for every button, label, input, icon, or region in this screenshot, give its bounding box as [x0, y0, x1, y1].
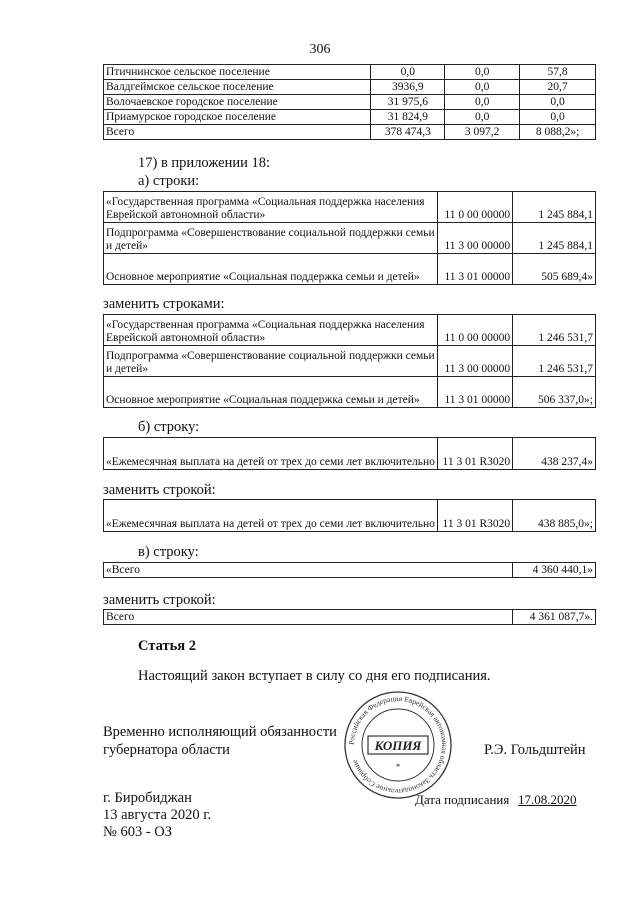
- row-amount: 506 337,0»;: [513, 377, 596, 408]
- row-name: «Ежемесячная выплата на детей от трех до семи лет включительно: [104, 500, 438, 532]
- row-name: «Государственная программа «Социальная поддержка населения Еврейской автономной области»: [104, 315, 438, 346]
- value-cell: 0,0: [371, 65, 445, 80]
- replace-row-label-c: заменить строкой:: [103, 592, 216, 608]
- table-row: [104, 95, 596, 110]
- official-seal-stamp: [343, 690, 453, 800]
- row-amount: 438 885,0»;: [513, 500, 596, 532]
- table-row: [104, 315, 596, 346]
- row-amount: 4 360 440,1»: [513, 563, 596, 578]
- signing-date-label: Дата подписания: [415, 792, 510, 807]
- city: г. Биробиджан: [103, 790, 192, 806]
- row-amount: 4 361 087,7».: [513, 610, 596, 625]
- article-title: Статья 2: [138, 638, 196, 654]
- value-cell: 8 088,2»;: [520, 125, 596, 140]
- settlement-name: Валдгеймское сельское поселение: [104, 80, 371, 95]
- table-b-replacement: [103, 499, 596, 532]
- table-row: [104, 500, 596, 532]
- table-row: [104, 438, 596, 470]
- item-17-heading: 17) в приложении 18:: [138, 155, 271, 171]
- row-amount: 1 246 531,7: [513, 315, 596, 346]
- table-row: [104, 80, 596, 95]
- row-name: «Всего: [104, 563, 513, 578]
- row-name: «Ежемесячная выплата на детей от трех до семи лет включительно: [104, 438, 438, 470]
- value-cell: 3 097,2: [445, 125, 520, 140]
- table-a-original: [103, 191, 596, 285]
- subitem-a-label: а) строки:: [138, 173, 200, 189]
- law-date: 13 августа 2020 г.: [103, 807, 212, 823]
- table-row: [104, 254, 596, 285]
- row-amount: 438 237,4»: [513, 438, 596, 470]
- row-code: 11 0 00 00000: [438, 192, 513, 223]
- row-name: Подпрограмма «Совершенствование социальной поддержки семьи и детей»: [104, 223, 438, 254]
- signer-name: Р.Э. Гольдштейн: [484, 742, 586, 758]
- table-row: [104, 192, 596, 223]
- table-a-replacement: [103, 314, 596, 408]
- subitem-c-label: в) строку:: [138, 544, 199, 560]
- table-c-original: [103, 562, 596, 578]
- row-name: Основное мероприятие «Социальная поддержка семьи и детей»: [104, 377, 438, 408]
- signer-title-line2: губернатора области: [103, 742, 230, 758]
- row-code: 11 3 00 00000: [438, 346, 513, 377]
- value-cell: 0,0: [520, 95, 596, 110]
- value-cell: 378 474,3: [371, 125, 445, 140]
- table-row: [104, 125, 596, 140]
- row-name: «Государственная программа «Социальная поддержка населения Еврейской автономной области»: [104, 192, 438, 223]
- value-cell: 31 975,6: [371, 95, 445, 110]
- stamp-ring-text: Российская Федерация Еврейская автономная область Законодательное Собрание: [346, 693, 450, 797]
- row-name: Подпрограмма «Совершенствование социальной поддержки семьи и детей»: [104, 346, 438, 377]
- table-c-replacement: [103, 609, 596, 625]
- table-row: [104, 65, 596, 80]
- stamp-center-text: КОПИЯ: [374, 738, 422, 753]
- row-code: 11 3 00 00000: [438, 223, 513, 254]
- settlement-name: Всего: [104, 125, 371, 140]
- value-cell: 31 824,9: [371, 110, 445, 125]
- replace-rows-label: заменить строками:: [103, 296, 225, 312]
- row-amount: 1 246 531,7: [513, 346, 596, 377]
- row-amount: 505 689,4»: [513, 254, 596, 285]
- settlements-table: [103, 64, 596, 140]
- signer-title-line1: Временно исполняющий обязанности: [103, 724, 337, 740]
- page-number: 306: [309, 42, 331, 57]
- value-cell: 0,0: [445, 110, 520, 125]
- settlement-name: Волочаевское городское поселение: [104, 95, 371, 110]
- value-cell: 0,0: [445, 80, 520, 95]
- value-cell: 0,0: [445, 95, 520, 110]
- row-code: 11 3 01 00000: [438, 377, 513, 408]
- row-code: 11 3 01 R3020: [438, 500, 513, 532]
- value-cell: 0,0: [445, 65, 520, 80]
- table-row: [104, 610, 596, 625]
- settlement-name: Птичнинское сельское поселение: [104, 65, 371, 80]
- table-b-original: [103, 437, 596, 470]
- table-row: [104, 223, 596, 254]
- table-row: [104, 346, 596, 377]
- row-amount: 1 245 884,1: [513, 192, 596, 223]
- row-amount: 1 245 884,1: [513, 223, 596, 254]
- row-code: 11 3 01 R3020: [438, 438, 513, 470]
- value-cell: 3936,9: [371, 80, 445, 95]
- table-row: [104, 563, 596, 578]
- table-row: [104, 110, 596, 125]
- stamp-star-icon: *: [395, 762, 401, 772]
- signing-date: 17.08.2020: [518, 792, 577, 807]
- law-number: № 603 - ОЗ: [103, 824, 173, 840]
- value-cell: 0,0: [520, 110, 596, 125]
- table-row: [104, 377, 596, 408]
- settlement-name: Приамурское городское поселение: [104, 110, 371, 125]
- value-cell: 57,8: [520, 65, 596, 80]
- row-code: 11 3 01 00000: [438, 254, 513, 285]
- replace-row-label-b: заменить строкой:: [103, 482, 216, 498]
- value-cell: 20,7: [520, 80, 596, 95]
- row-code: 11 0 00 00000: [438, 315, 513, 346]
- row-name: Всего: [104, 610, 513, 625]
- subitem-b-label: б) строку:: [138, 419, 200, 435]
- row-name: Основное мероприятие «Социальная поддержка семьи и детей»: [104, 254, 438, 285]
- article-text: Настоящий закон вступает в силу со дня его подписания.: [138, 668, 491, 684]
